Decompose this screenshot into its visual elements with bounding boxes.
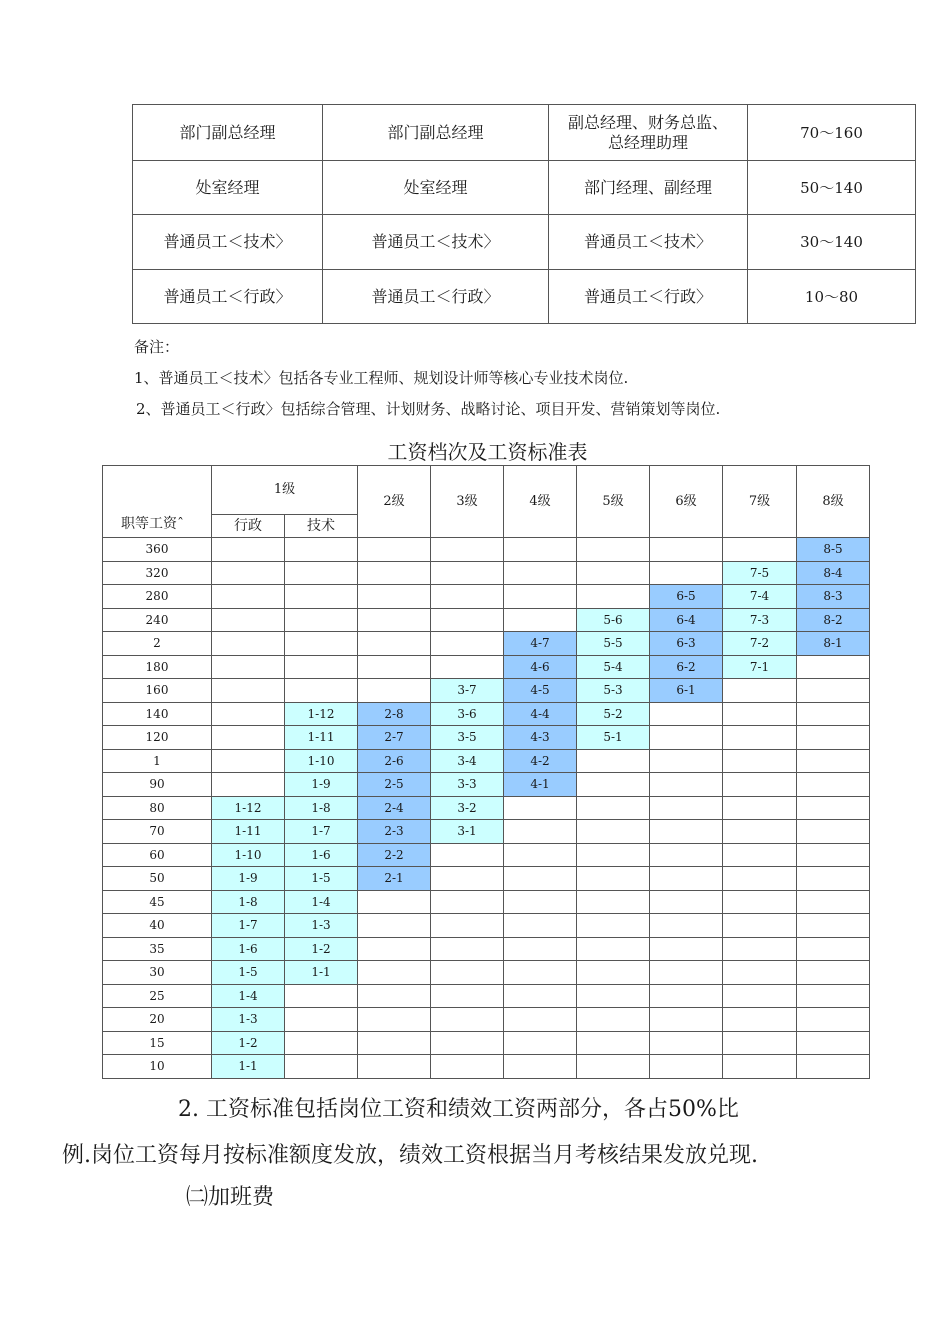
empty-cell xyxy=(723,984,797,1008)
empty-cell xyxy=(431,937,504,961)
level-header: 7级 xyxy=(723,466,797,538)
empty-cell xyxy=(577,867,650,891)
empty-cell xyxy=(577,961,650,985)
wage-cell: 120 xyxy=(103,726,212,750)
grid-row xyxy=(103,796,870,820)
empty-cell xyxy=(577,1008,650,1032)
wage-cell: 40 xyxy=(103,914,212,938)
grade-cell: 1-7 xyxy=(212,914,285,938)
empty-cell xyxy=(650,961,723,985)
empty-cell xyxy=(577,796,650,820)
empty-cell xyxy=(723,843,797,867)
wage-cell: 25 xyxy=(103,984,212,1008)
table-cell: 普通员工＜行政〉 xyxy=(133,270,323,324)
empty-cell xyxy=(431,538,504,562)
grade-cell: 7-1 xyxy=(723,655,797,679)
empty-cell xyxy=(650,726,723,750)
empty-cell xyxy=(431,867,504,891)
empty-cell xyxy=(212,561,285,585)
grid-row xyxy=(103,867,870,891)
wage-cell: 140 xyxy=(103,702,212,726)
empty-cell xyxy=(650,796,723,820)
empty-cell xyxy=(650,702,723,726)
table-cell xyxy=(549,105,748,161)
empty-cell xyxy=(285,1031,358,1055)
empty-cell xyxy=(212,655,285,679)
empty-cell xyxy=(723,702,797,726)
grid-title: 工资档次及工资标准表 xyxy=(387,440,588,464)
empty-cell xyxy=(504,1055,577,1079)
level-header: 3级 xyxy=(431,466,504,538)
corner-header: 职等工资ˆ xyxy=(103,466,212,538)
empty-cell xyxy=(285,538,358,562)
table-cell: 处室经理 xyxy=(323,161,549,215)
level-header: 4级 xyxy=(504,466,577,538)
grade-cell: 1-12 xyxy=(212,796,285,820)
empty-cell xyxy=(797,890,870,914)
grade-cell: 1-9 xyxy=(212,867,285,891)
notes-label: 备注： xyxy=(134,338,180,356)
position-table xyxy=(132,104,916,324)
wage-cell: 360 xyxy=(103,538,212,562)
empty-cell xyxy=(797,867,870,891)
empty-cell xyxy=(723,937,797,961)
wage-cell: 80 xyxy=(103,796,212,820)
empty-cell xyxy=(358,1008,431,1032)
empty-cell xyxy=(504,890,577,914)
empty-cell xyxy=(431,984,504,1008)
empty-cell xyxy=(723,679,797,703)
grade-cell: 6-3 xyxy=(650,632,723,656)
empty-cell xyxy=(797,773,870,797)
empty-cell xyxy=(504,914,577,938)
grade-cell: 6-1 xyxy=(650,679,723,703)
empty-cell xyxy=(504,585,577,609)
empty-cell xyxy=(723,890,797,914)
empty-cell xyxy=(723,1008,797,1032)
empty-cell xyxy=(650,1055,723,1079)
empty-cell xyxy=(504,843,577,867)
empty-cell xyxy=(797,702,870,726)
grade-cell: 4-3 xyxy=(504,726,577,750)
grade-cell: 1-1 xyxy=(212,1055,285,1079)
grade-cell: 7-4 xyxy=(723,585,797,609)
grade-cell: 1-4 xyxy=(212,984,285,1008)
empty-cell xyxy=(358,538,431,562)
empty-cell xyxy=(577,984,650,1008)
empty-cell xyxy=(358,961,431,985)
empty-cell xyxy=(285,632,358,656)
grade-cell: 6-2 xyxy=(650,655,723,679)
grade-cell: 2-7 xyxy=(358,726,431,750)
empty-cell xyxy=(358,632,431,656)
empty-cell xyxy=(797,820,870,844)
wage-cell: 1 xyxy=(103,749,212,773)
empty-cell xyxy=(577,937,650,961)
grade-cell: 1-11 xyxy=(285,726,358,750)
empty-cell xyxy=(431,1031,504,1055)
grade-cell: 7-3 xyxy=(723,608,797,632)
empty-cell xyxy=(577,1055,650,1079)
grid-row xyxy=(103,726,870,750)
grade-cell: 3-4 xyxy=(431,749,504,773)
grade-cell: 2-4 xyxy=(358,796,431,820)
empty-cell xyxy=(285,679,358,703)
table-cell: 部门副总经理 xyxy=(323,105,549,161)
empty-cell xyxy=(212,538,285,562)
grid-row xyxy=(103,749,870,773)
grade-cell: 3-2 xyxy=(431,796,504,820)
table-cell: 普通员工＜行政〉 xyxy=(323,270,549,324)
table-row xyxy=(133,270,916,324)
table-cell: 普通员工＜技术〉 xyxy=(549,215,748,270)
empty-cell xyxy=(797,937,870,961)
empty-cell xyxy=(723,749,797,773)
grade-cell: 1-10 xyxy=(285,749,358,773)
grade-cell: 1-3 xyxy=(285,914,358,938)
empty-cell xyxy=(797,1031,870,1055)
table-row xyxy=(133,215,916,270)
wage-cell: 50 xyxy=(103,867,212,891)
level-header: 1级 xyxy=(212,466,358,515)
empty-cell xyxy=(285,984,358,1008)
empty-cell xyxy=(212,585,285,609)
grade-cell: 6-5 xyxy=(650,585,723,609)
empty-cell xyxy=(504,561,577,585)
empty-cell xyxy=(212,749,285,773)
grade-cell: 8-1 xyxy=(797,632,870,656)
grade-cell: 5-1 xyxy=(577,726,650,750)
empty-cell xyxy=(650,937,723,961)
grade-cell: 4-2 xyxy=(504,749,577,773)
empty-cell xyxy=(358,890,431,914)
grid-row xyxy=(103,1031,870,1055)
table-cell: 处室经理 xyxy=(133,161,323,215)
grid-row xyxy=(103,914,870,938)
wage-cell: 30 xyxy=(103,961,212,985)
empty-cell xyxy=(358,585,431,609)
grade-cell: 1-2 xyxy=(212,1031,285,1055)
section-heading: ㈡加班费 xyxy=(186,1185,275,1210)
grade-cell: 1-1 xyxy=(285,961,358,985)
empty-cell xyxy=(577,820,650,844)
grade-cell: 1-6 xyxy=(212,937,285,961)
empty-cell xyxy=(650,538,723,562)
empty-cell xyxy=(212,608,285,632)
table-cell: 10〜80 xyxy=(748,270,916,324)
grade-cell: 8-4 xyxy=(797,561,870,585)
grid-row xyxy=(103,655,870,679)
empty-cell xyxy=(212,702,285,726)
grade-cell: 1-3 xyxy=(212,1008,285,1032)
grid-row xyxy=(103,937,870,961)
grade-cell: 1-9 xyxy=(285,773,358,797)
empty-cell xyxy=(577,843,650,867)
grade-cell: 8-3 xyxy=(797,585,870,609)
table-cell: 70〜160 xyxy=(748,105,916,161)
empty-cell xyxy=(212,726,285,750)
wage-cell: 60 xyxy=(103,843,212,867)
empty-cell xyxy=(797,843,870,867)
empty-cell xyxy=(358,1031,431,1055)
empty-cell xyxy=(285,1008,358,1032)
grade-cell: 3-3 xyxy=(431,773,504,797)
sub-header-tech: 技术 xyxy=(285,515,358,538)
empty-cell xyxy=(650,843,723,867)
empty-cell xyxy=(504,961,577,985)
empty-cell xyxy=(650,984,723,1008)
empty-cell xyxy=(504,1031,577,1055)
empty-cell xyxy=(431,655,504,679)
grid-row xyxy=(103,984,870,1008)
grade-cell: 4-7 xyxy=(504,632,577,656)
empty-cell xyxy=(723,796,797,820)
wage-cell: 180 xyxy=(103,655,212,679)
grade-cell: 2-8 xyxy=(358,702,431,726)
paragraph-1: 2. 工资标准包括岗位工资和绩效工资两部分，各占50%比 xyxy=(178,1097,739,1122)
empty-cell xyxy=(577,749,650,773)
grade-cell: 5-2 xyxy=(577,702,650,726)
empty-cell xyxy=(723,538,797,562)
cell-line: 副总经理、财务总监、 xyxy=(567,112,728,132)
wage-cell: 240 xyxy=(103,608,212,632)
empty-cell xyxy=(723,820,797,844)
note-line-1: 1、普通员工＜技术〉包括各专业工程师、规划设计师等核心专业技术岗位. xyxy=(134,369,629,387)
level-header: 2级 xyxy=(358,466,431,538)
empty-cell xyxy=(797,796,870,820)
wage-cell: 70 xyxy=(103,820,212,844)
wage-cell: 15 xyxy=(103,1031,212,1055)
sub-header-admin: 行政 xyxy=(212,515,285,538)
empty-cell xyxy=(431,890,504,914)
grade-cell: 2-2 xyxy=(358,843,431,867)
empty-cell xyxy=(431,843,504,867)
grade-cell: 5-4 xyxy=(577,655,650,679)
empty-cell xyxy=(797,726,870,750)
wage-cell: 2 xyxy=(103,632,212,656)
grid-row xyxy=(103,538,870,562)
empty-cell xyxy=(577,561,650,585)
grade-cell: 3-6 xyxy=(431,702,504,726)
grade-cell: 5-5 xyxy=(577,632,650,656)
grid-row xyxy=(103,1055,870,1079)
grade-cell: 5-6 xyxy=(577,608,650,632)
cell-line: 总经理助理 xyxy=(607,132,688,152)
empty-cell xyxy=(358,655,431,679)
empty-cell xyxy=(723,914,797,938)
empty-cell xyxy=(504,820,577,844)
empty-cell xyxy=(650,1031,723,1055)
level-header: 8级 xyxy=(797,466,870,538)
table-row xyxy=(133,105,916,161)
empty-cell xyxy=(212,679,285,703)
grade-cell: 7-2 xyxy=(723,632,797,656)
grade-cell: 1-7 xyxy=(285,820,358,844)
empty-cell xyxy=(577,914,650,938)
grade-cell: 1-5 xyxy=(285,867,358,891)
grade-cell: 3-7 xyxy=(431,679,504,703)
empty-cell xyxy=(504,608,577,632)
wage-cell: 160 xyxy=(103,679,212,703)
wage-cell: 45 xyxy=(103,890,212,914)
empty-cell xyxy=(650,1008,723,1032)
empty-cell xyxy=(577,538,650,562)
empty-cell xyxy=(358,1055,431,1079)
grade-cell: 5-3 xyxy=(577,679,650,703)
grid-row xyxy=(103,561,870,585)
empty-cell xyxy=(797,984,870,1008)
empty-cell xyxy=(431,961,504,985)
table-cell: 普通员工＜技术〉 xyxy=(133,215,323,270)
header-row xyxy=(103,466,870,515)
wage-cell: 90 xyxy=(103,773,212,797)
empty-cell xyxy=(723,867,797,891)
empty-cell xyxy=(504,867,577,891)
grid-row xyxy=(103,843,870,867)
grade-cell: 1-8 xyxy=(212,890,285,914)
empty-cell xyxy=(358,561,431,585)
empty-cell xyxy=(431,632,504,656)
grid-row xyxy=(103,1008,870,1032)
empty-cell xyxy=(797,914,870,938)
empty-cell xyxy=(285,561,358,585)
grade-cell: 1-6 xyxy=(285,843,358,867)
empty-cell xyxy=(650,749,723,773)
note-line-2: 2、普通员工＜行政〉包括综合管理、计划财务、战略讨论、项目开发、营销策划等岗位. xyxy=(136,400,721,418)
grade-cell: 1-2 xyxy=(285,937,358,961)
empty-cell xyxy=(358,914,431,938)
grid-row xyxy=(103,632,870,656)
empty-cell xyxy=(577,890,650,914)
wage-cell: 20 xyxy=(103,1008,212,1032)
empty-cell xyxy=(650,867,723,891)
paragraph-2: 例.岗位工资每月按标准额度发放，绩效工资根据当月考核结果发放兑现. xyxy=(62,1143,758,1168)
grade-cell: 2-3 xyxy=(358,820,431,844)
grade-cell: 1-12 xyxy=(285,702,358,726)
empty-cell xyxy=(650,914,723,938)
grade-cell: 2-5 xyxy=(358,773,431,797)
empty-cell xyxy=(650,890,723,914)
grade-cell: 1-8 xyxy=(285,796,358,820)
empty-cell xyxy=(650,561,723,585)
empty-cell xyxy=(797,961,870,985)
empty-cell xyxy=(797,679,870,703)
empty-cell xyxy=(797,749,870,773)
empty-cell xyxy=(431,608,504,632)
empty-cell xyxy=(650,820,723,844)
empty-cell xyxy=(285,608,358,632)
grid-row xyxy=(103,890,870,914)
empty-cell xyxy=(723,773,797,797)
empty-cell xyxy=(723,1055,797,1079)
grid-row xyxy=(103,585,870,609)
empty-cell xyxy=(723,1031,797,1055)
wage-cell: 35 xyxy=(103,937,212,961)
empty-cell xyxy=(577,1031,650,1055)
empty-cell xyxy=(358,679,431,703)
empty-cell xyxy=(504,538,577,562)
grade-cell: 3-5 xyxy=(431,726,504,750)
grade-cell: 4-4 xyxy=(504,702,577,726)
grid-row xyxy=(103,773,870,797)
table-cell-text xyxy=(568,113,728,152)
empty-cell xyxy=(504,984,577,1008)
empty-cell xyxy=(504,1008,577,1032)
empty-cell xyxy=(797,1008,870,1032)
empty-cell xyxy=(431,1008,504,1032)
empty-cell xyxy=(358,937,431,961)
empty-cell xyxy=(358,984,431,1008)
wage-grid-table xyxy=(102,465,870,1079)
table-cell: 30〜140 xyxy=(748,215,916,270)
wage-cell: 280 xyxy=(103,585,212,609)
grade-cell: 1-11 xyxy=(212,820,285,844)
grade-cell: 8-5 xyxy=(797,538,870,562)
grade-cell: 3-1 xyxy=(431,820,504,844)
empty-cell xyxy=(285,1055,358,1079)
table-cell: 部门经理、副经理 xyxy=(549,161,748,215)
grid-row xyxy=(103,961,870,985)
grade-cell: 1-4 xyxy=(285,890,358,914)
wage-cell: 10 xyxy=(103,1055,212,1079)
wage-cell: 320 xyxy=(103,561,212,585)
empty-cell xyxy=(431,1055,504,1079)
empty-cell xyxy=(723,726,797,750)
empty-cell xyxy=(285,655,358,679)
empty-cell xyxy=(650,773,723,797)
empty-cell xyxy=(504,937,577,961)
empty-cell xyxy=(212,773,285,797)
empty-cell xyxy=(723,961,797,985)
empty-cell xyxy=(285,585,358,609)
grade-cell: 6-4 xyxy=(650,608,723,632)
table-cell: 部门副总经理 xyxy=(133,105,323,161)
grade-cell: 4-6 xyxy=(504,655,577,679)
grid-row xyxy=(103,679,870,703)
grade-cell: 1-5 xyxy=(212,961,285,985)
empty-cell xyxy=(797,1055,870,1079)
grade-cell: 1-10 xyxy=(212,843,285,867)
grade-cell: 8-2 xyxy=(797,608,870,632)
grid-row xyxy=(103,820,870,844)
table-cell: 50〜140 xyxy=(748,161,916,215)
grade-cell: 7-5 xyxy=(723,561,797,585)
grade-cell: 4-1 xyxy=(504,773,577,797)
level-header: 6级 xyxy=(650,466,723,538)
level-header: 5级 xyxy=(577,466,650,538)
grade-cell: 2-6 xyxy=(358,749,431,773)
grade-cell: 2-1 xyxy=(358,867,431,891)
grid-row xyxy=(103,608,870,632)
empty-cell xyxy=(577,585,650,609)
grade-cell: 4-5 xyxy=(504,679,577,703)
empty-cell xyxy=(431,585,504,609)
empty-cell xyxy=(431,561,504,585)
table-row xyxy=(133,161,916,215)
grid-row xyxy=(103,702,870,726)
table-cell: 普通员工＜技术〉 xyxy=(323,215,549,270)
empty-cell xyxy=(504,796,577,820)
empty-cell xyxy=(577,773,650,797)
empty-cell xyxy=(212,632,285,656)
empty-cell xyxy=(797,655,870,679)
empty-cell xyxy=(431,914,504,938)
table-cell: 普通员工＜行政〉 xyxy=(549,270,748,324)
empty-cell xyxy=(358,608,431,632)
